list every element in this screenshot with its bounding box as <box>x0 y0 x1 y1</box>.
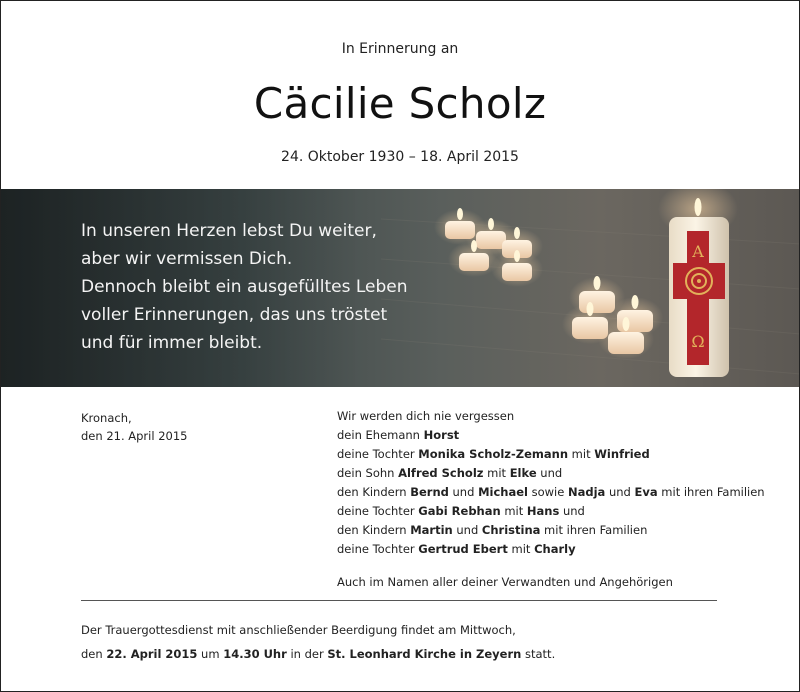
name-highlight: Elke <box>509 466 537 480</box>
text-segment: sowie <box>527 485 568 499</box>
name-highlight: Eva <box>634 485 658 499</box>
poem-line: In unseren Herzen lebst Du weiter, <box>81 221 377 241</box>
text-segment: mit ihren Familien <box>540 523 648 537</box>
service-line-1: Der Trauergottesdienst mit anschließender Beerdigung findet am Mittwoch, <box>81 623 516 637</box>
intro-text: In Erinnerung an <box>341 41 459 57</box>
name-highlight: Charly <box>534 542 576 556</box>
text-segment: statt. <box>521 647 556 661</box>
text-segment: und <box>536 466 563 480</box>
service-line-2 <box>81 642 555 666</box>
text-segment: dein Sohn <box>337 466 399 480</box>
candle-banner <box>1 189 800 387</box>
alpha-symbol: A <box>692 242 704 261</box>
text-segment: deine Tochter <box>337 447 419 461</box>
text-segment: mit ihren Familien <box>657 485 765 499</box>
text-segment: und <box>605 485 635 499</box>
text-segment: den <box>81 647 107 661</box>
family-lines <box>337 426 765 559</box>
family-opening: Wir werden dich nie vergessen <box>337 409 515 423</box>
name-highlight: Nadja <box>567 485 606 499</box>
family-line <box>337 445 765 464</box>
family-list <box>337 407 765 592</box>
text-segment: den Kindern <box>337 523 411 537</box>
text-segment: um <box>197 647 224 661</box>
deceased-name: Cäcilie Scholz <box>253 79 547 128</box>
family-closing: Auch im Namen aller deiner Verwandten und Angehörigen <box>337 575 673 589</box>
name-highlight: Martin <box>410 523 453 537</box>
text-segment: den Kindern <box>337 485 411 499</box>
name-highlight: Bernd <box>410 485 449 499</box>
text-segment: dein Ehemann <box>337 428 424 442</box>
life-dates: 24. Oktober 1930 – 18. April 2015 <box>281 149 519 165</box>
family-line <box>337 521 765 540</box>
place-date: den 21. April 2015 <box>81 429 188 443</box>
family-line <box>337 483 765 502</box>
name-highlight: 14.30 Uhr <box>223 647 287 661</box>
text-segment: in der <box>286 647 328 661</box>
text-segment: mit <box>507 542 535 556</box>
poem-line: aber wir vermissen Dich. <box>81 249 293 269</box>
text-segment: und <box>452 523 482 537</box>
name-highlight: Winfried <box>594 447 650 461</box>
name-highlight: St. Leonhard Kirche in Zeyern <box>327 647 522 661</box>
family-line <box>337 502 765 521</box>
poem-line: Dennoch bleibt ein ausgefülltes Leben <box>81 277 408 297</box>
text-segment: deine Tochter <box>337 504 419 518</box>
name-highlight: Gertrud Ebert <box>418 542 508 556</box>
name-highlight: Alfred Scholz <box>398 466 484 480</box>
text-segment: und <box>448 485 479 499</box>
text-segment: mit <box>483 466 510 480</box>
place-and-date <box>81 409 187 445</box>
poem <box>81 217 408 357</box>
name-highlight: Horst <box>423 428 460 442</box>
name-highlight: Michael <box>478 485 528 499</box>
service-info <box>81 618 555 666</box>
name-highlight: Hans <box>526 504 560 518</box>
name-highlight: Gabi Rebhan <box>418 504 501 518</box>
omega-symbol: Ω <box>691 332 705 351</box>
text-segment: deine Tochter <box>337 542 419 556</box>
poem-line: und für immer bleibt. <box>81 333 263 353</box>
family-line <box>337 426 765 445</box>
name-highlight: 22. April 2015 <box>106 647 198 661</box>
text-segment: und <box>559 504 585 518</box>
divider <box>81 600 717 601</box>
place-city: Kronach, <box>81 411 132 425</box>
name-highlight: Monika Scholz-Zemann <box>418 447 569 461</box>
name-highlight: Christina <box>481 523 541 537</box>
text-segment: mit <box>500 504 527 518</box>
family-line <box>337 464 765 483</box>
family-line <box>337 540 765 559</box>
poem-line: voller Erinnerungen, das uns tröstet <box>81 305 388 325</box>
text-segment: mit <box>568 447 595 461</box>
